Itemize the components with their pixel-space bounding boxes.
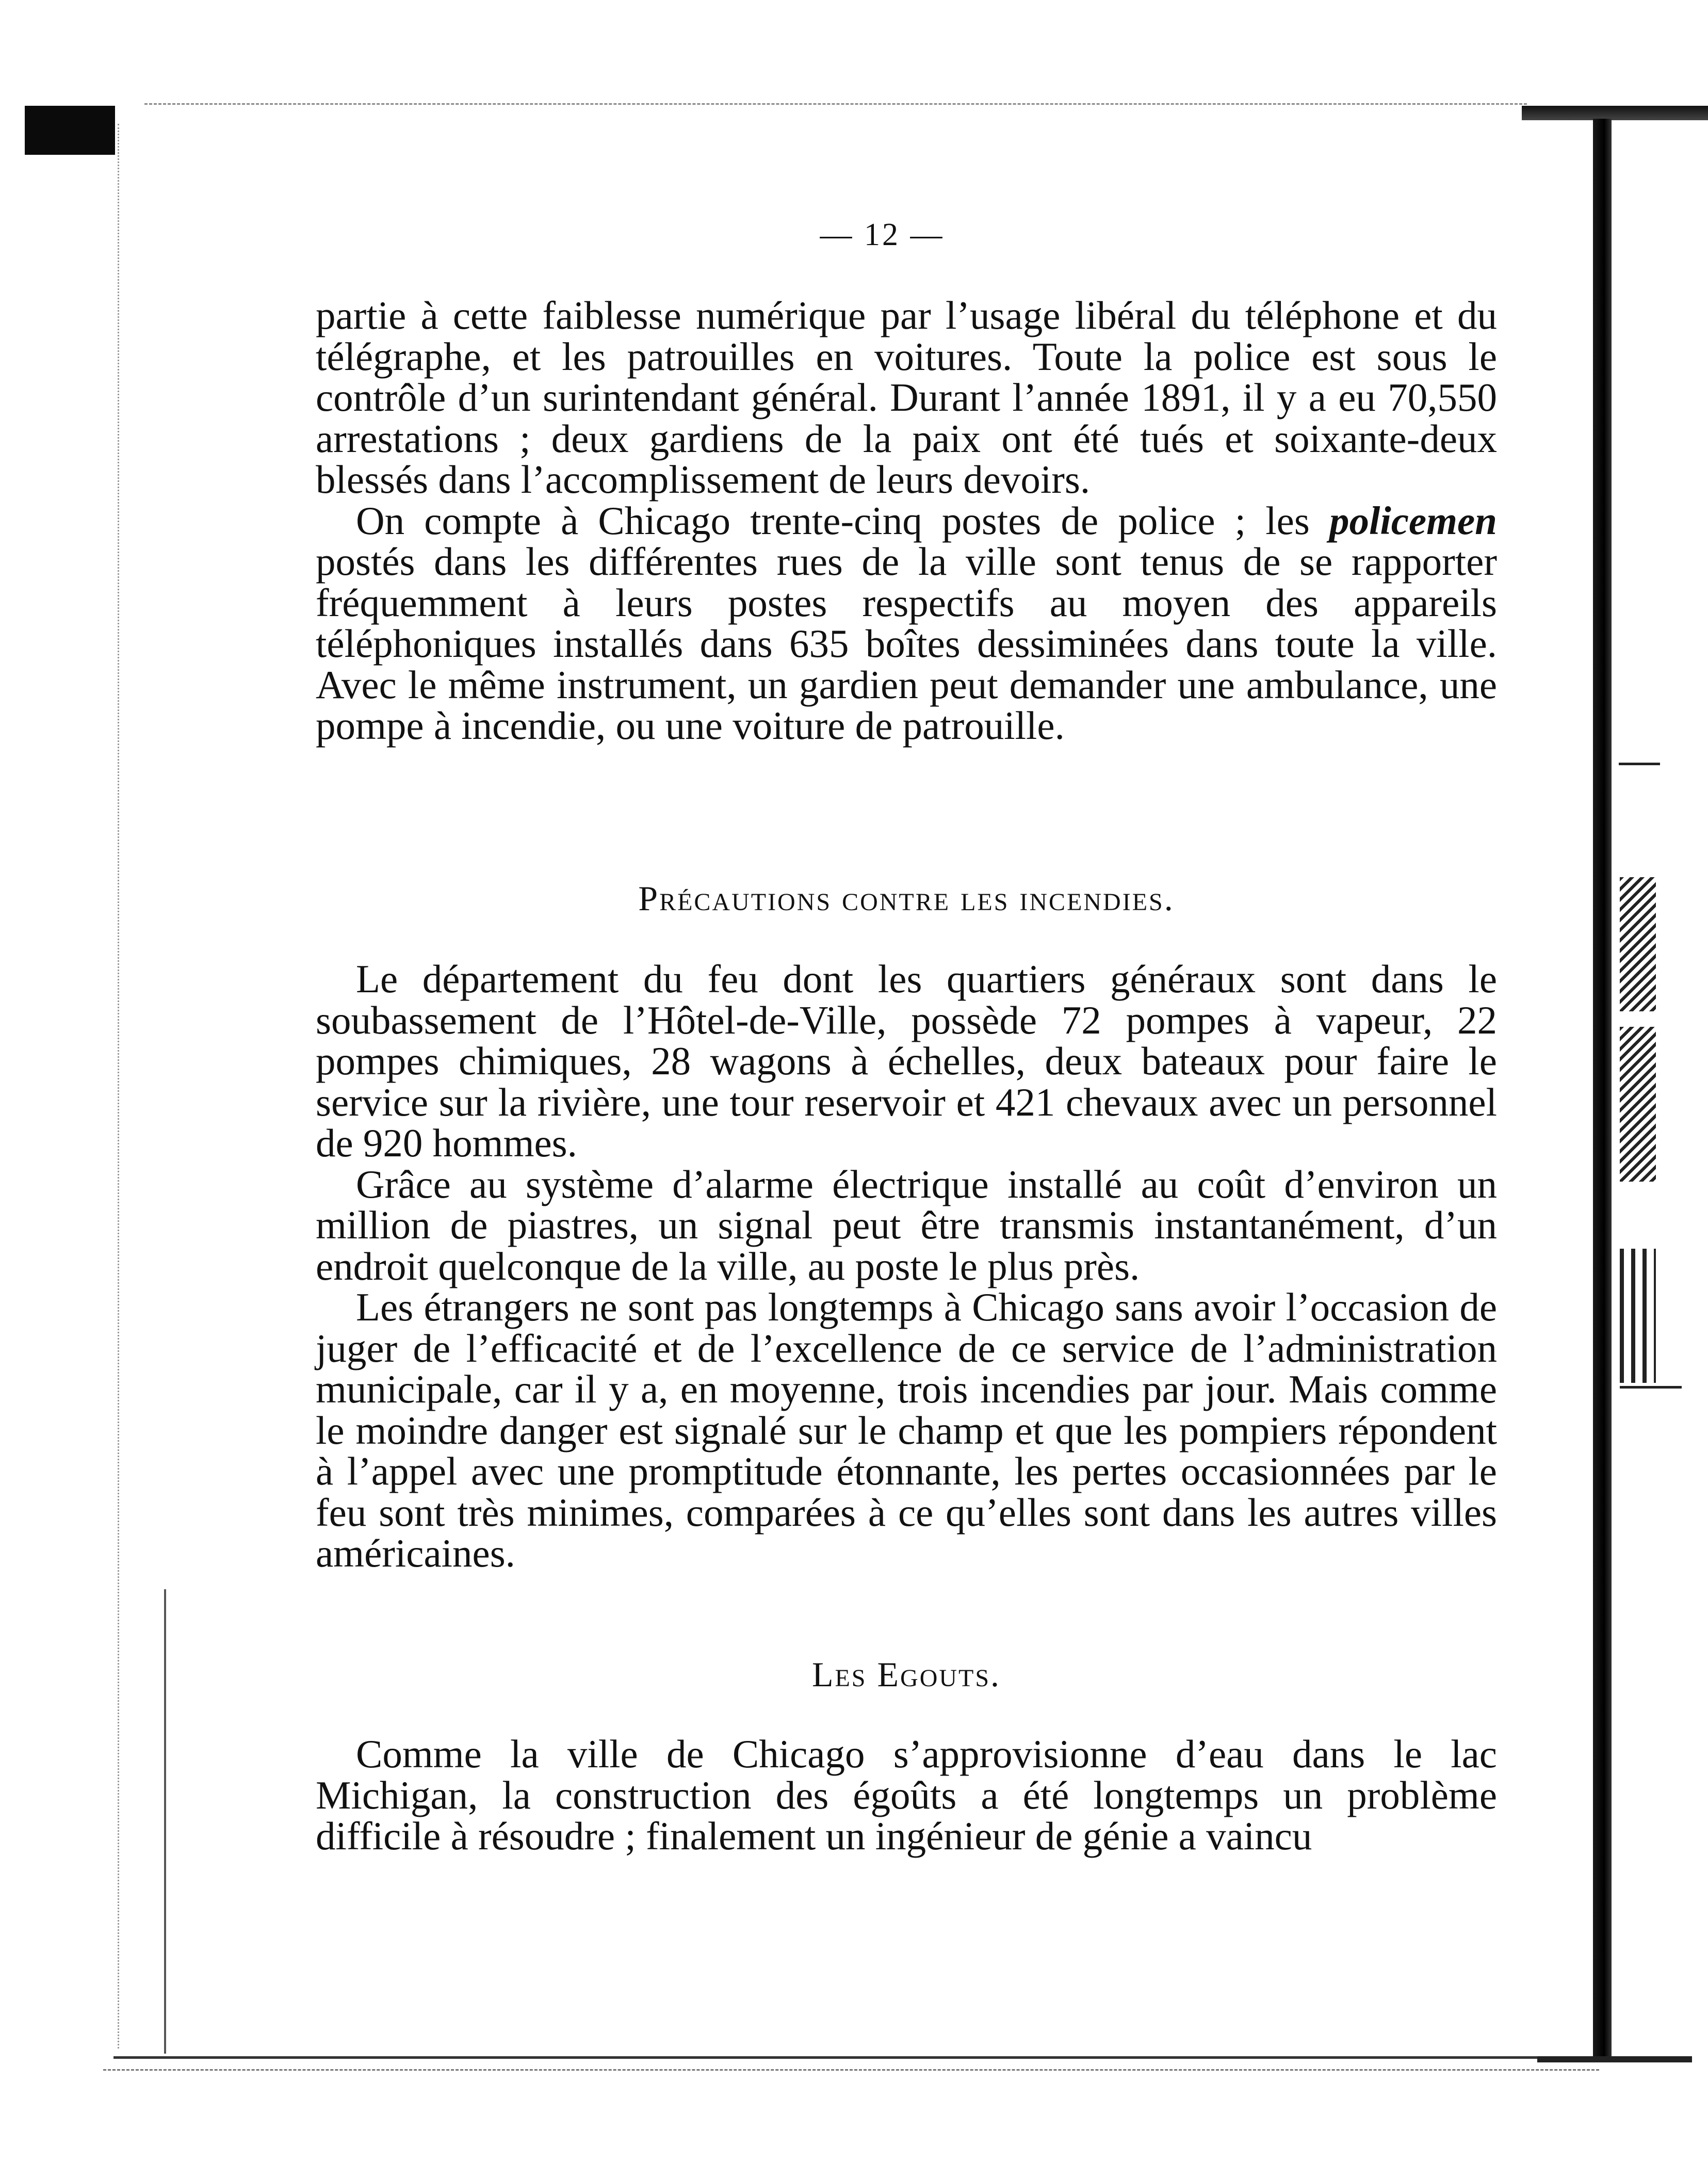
binding-mark — [1619, 763, 1660, 765]
paragraph: partie à cette faiblesse numérique par l’usage libéral du téléphone et du télégraphe, et les patrouilles en voitures. Toute la police est sous le contrôle d’un surintendant général. Durant l’année 1891, il y a eu 70,550 arrestations ; deux gardiens de la paix ont été tués et soixante-deux blessés dans l’accomplissement de leurs devoirs. — [316, 293, 1497, 502]
section-title-sewers: Les Egouts. — [811, 1655, 1001, 1694]
paragraph: Les étrangers ne sont pas longtemps à Chicago sans avoir l’occasion de juger de l’efficacité et de l’excellence de ce service de l’administration municipale, car il y a, en moyenne, trois incendies par jour. Mais comme le moindre danger est signalé sur le champ et que les pompiers répondent à l’appel avec une promptitude étonnante, les pertes occasionnées par le feu sont très minimes, comparées à ce qu’elles sont dans les autres villes américaines. — [316, 1285, 1497, 1575]
emphasized-word: policemen — [1329, 498, 1497, 543]
binding-texture-3 — [1620, 1249, 1656, 1383]
page-frame-bottom-dashed — [103, 2069, 1599, 2071]
scan-margin-block — [25, 106, 115, 155]
paragraph: Comme la ville de Chicago s’approvisionne d’eau dans le lac Michigan, la construction des égoûts a été longtemps un problème difficile à résoudre ; finalement un ingénieur de génie a vaincu — [316, 1732, 1497, 1858]
binding-texture-2 — [1620, 1027, 1656, 1182]
page-frame-bottom — [113, 2056, 1589, 2059]
paragraph: Le département du feu dont les quartiers généraux sont dans le soubassement de l’Hôtel-de-Ville, possède 72 pompes à vapeur, 22 pompes chimiques, 28 wagons à échelles, deux bateaux pour faire le service sur la rivière, une tour reservoir et 421 chevaux avec un personnel de 920 hommes. — [316, 957, 1497, 1165]
binding-spine-top — [1522, 106, 1708, 120]
page-frame-left-inner — [164, 1589, 166, 2054]
paragraph-text: On compte à Chicago trente-cinq postes de police ; les — [356, 498, 1329, 543]
paragraph-text: postés dans les différentes rues de la ville sont tenus de se rapporter fréquemment à leurs postes respectifs au moyen des appareils téléphoniques installés dans 635 boîtes dessiminées dans toute la ville. Avec le même instrument, un gardien peut demander une ambulance, une pompe à incendie, ou une voiture de patrouille. — [316, 539, 1497, 748]
page-frame-left — [118, 124, 119, 2048]
paragraph: Grâce au système d’alarme électrique installé au coût d’environ un million de piastres, un signal peut être transmis instantanément, d’un endroit quelconque de la ville, au poste le plus près. — [316, 1161, 1497, 1288]
text-block-sewers — [316, 1734, 1497, 1857]
section-title-fire: Précautions contre les incendies. — [638, 879, 1175, 918]
page-frame-top — [144, 103, 1527, 105]
text-block-police — [316, 295, 1497, 747]
text-block-fire — [316, 959, 1497, 1574]
binding-mark — [1620, 1386, 1682, 1389]
binding-spine-bottom — [1537, 2056, 1692, 2062]
binding-spine — [1593, 119, 1612, 2059]
binding-texture-1 — [1620, 877, 1656, 1011]
page-number: — 12 — — [820, 217, 945, 252]
paragraph — [316, 498, 1497, 748]
